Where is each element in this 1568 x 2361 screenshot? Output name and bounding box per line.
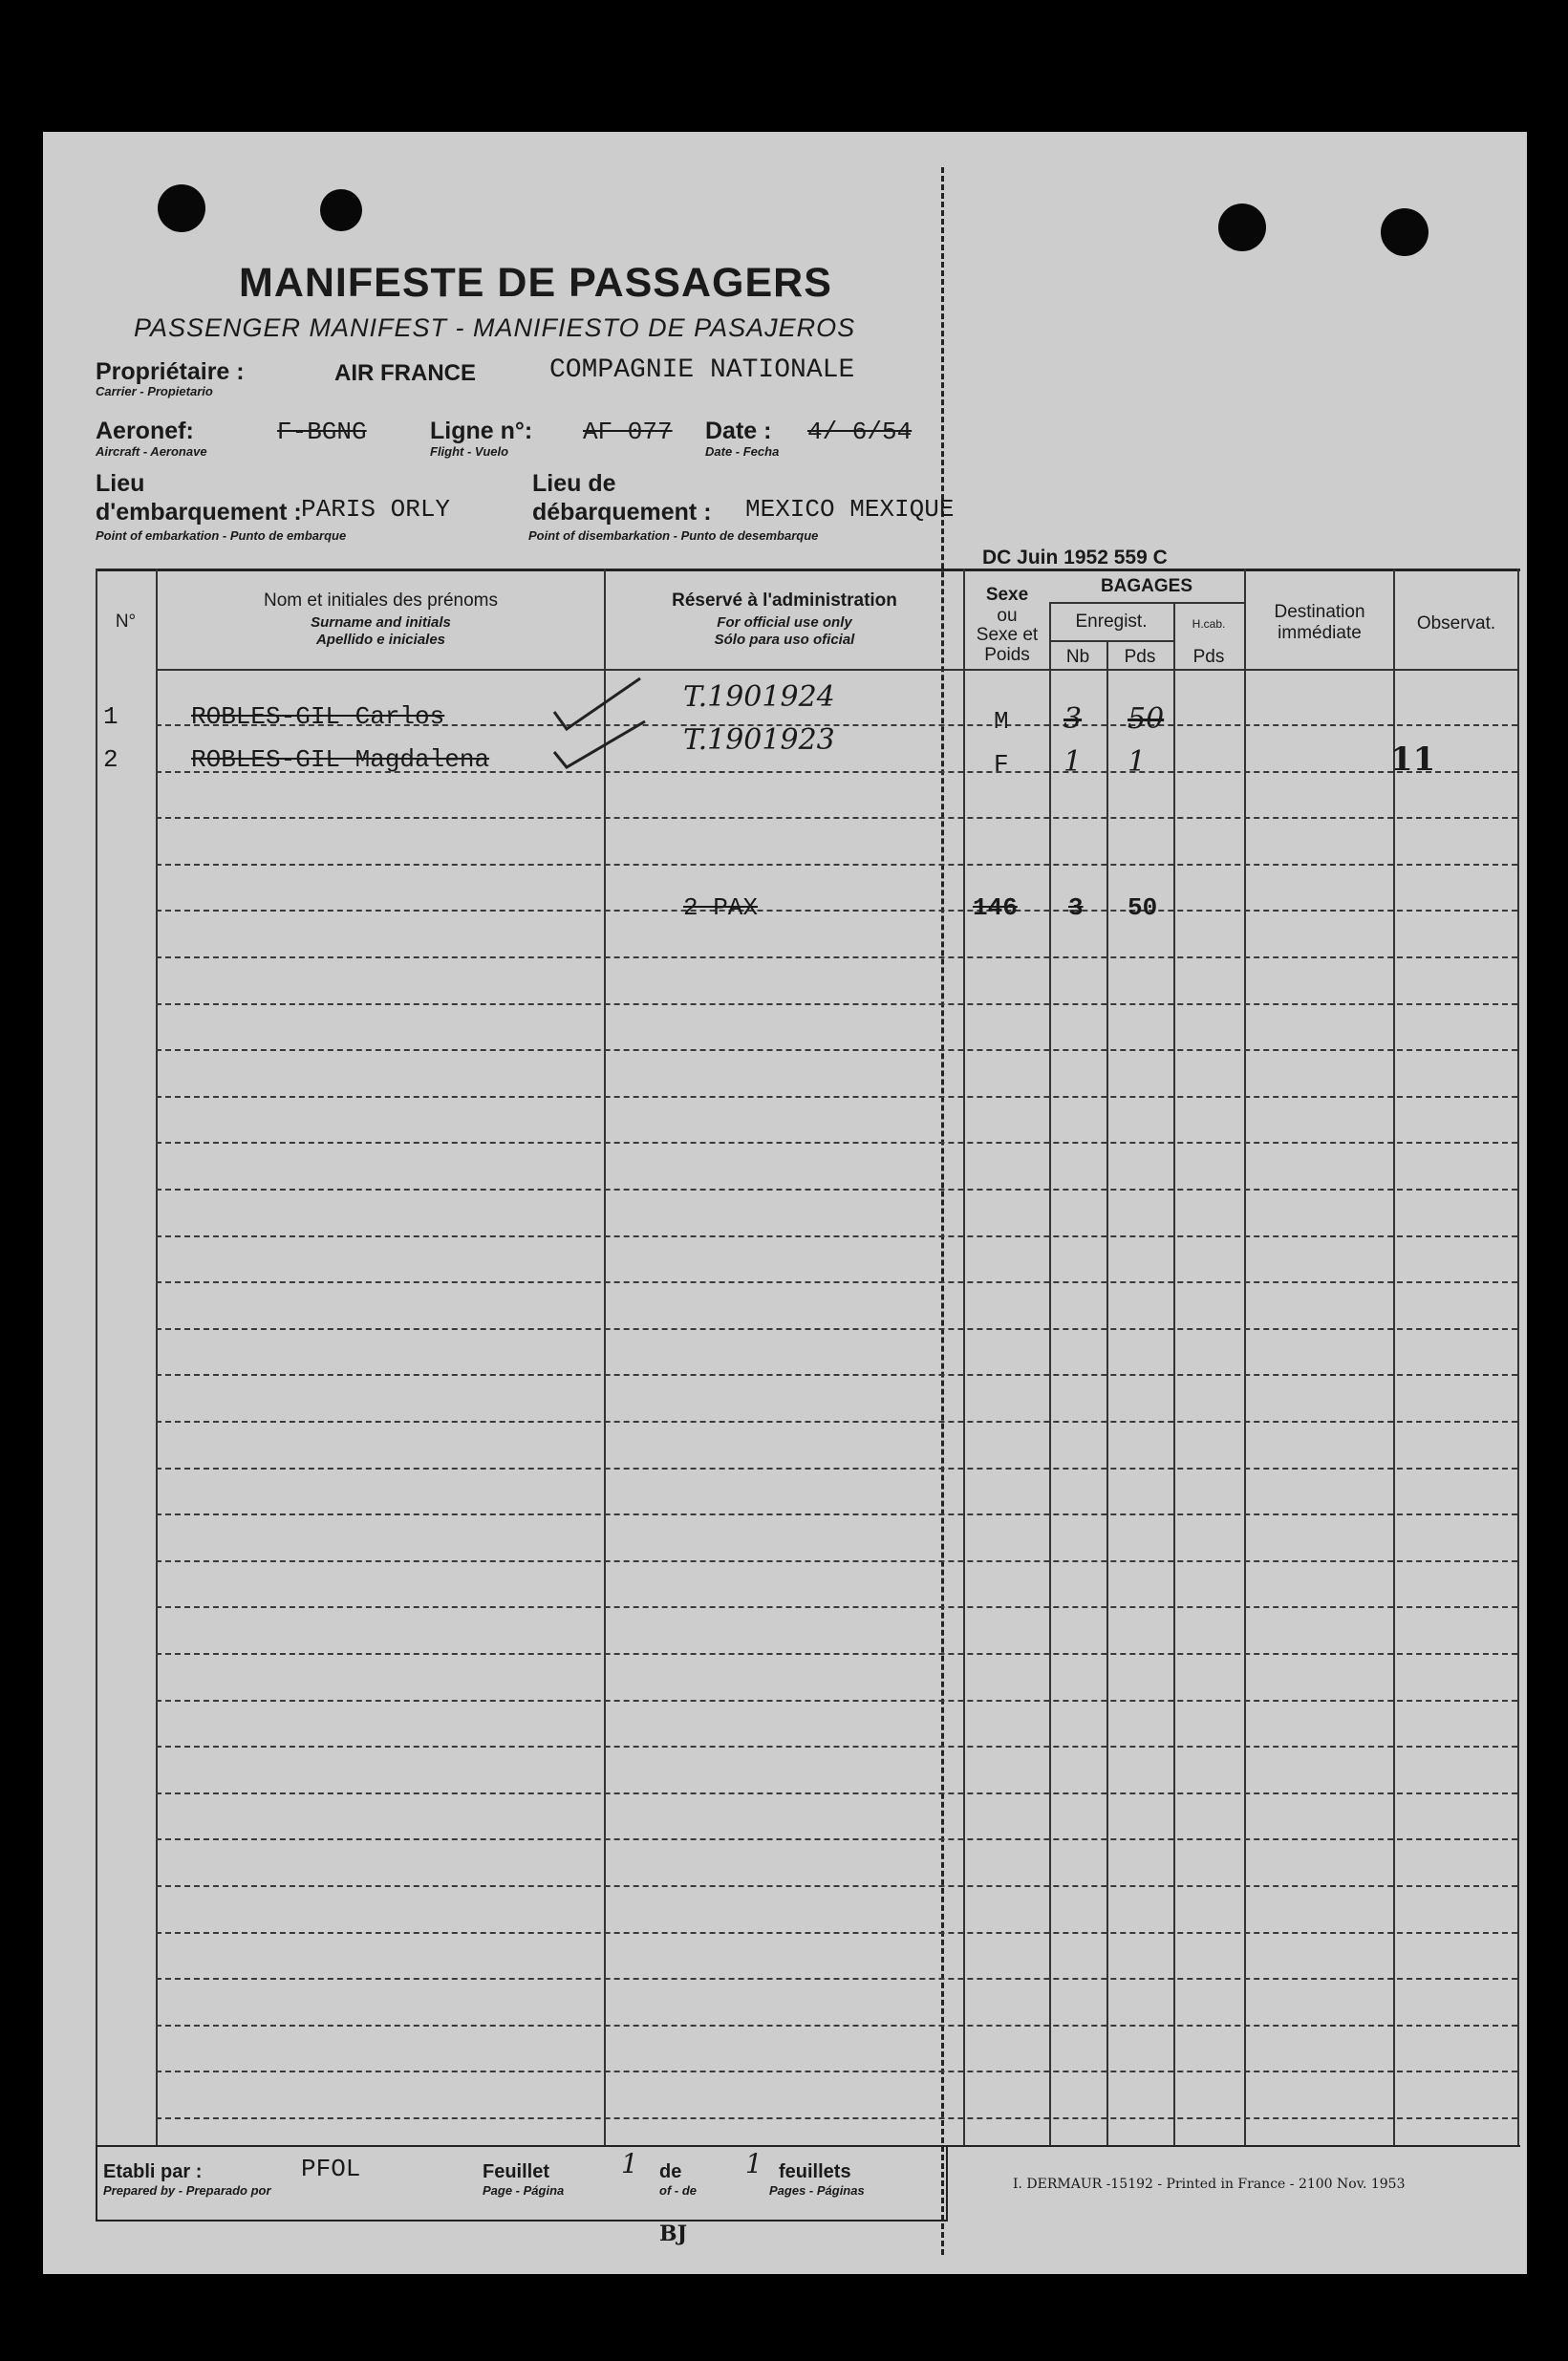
column-divider: [1106, 640, 1108, 2145]
embark-label-line1: Lieu: [96, 470, 145, 497]
row-1-number: 1: [103, 702, 118, 731]
row-1-pds: 50: [1128, 702, 1165, 736]
row-1-name: ROBLES-GIL Carlos: [191, 702, 445, 731]
col-header-admin-en: For official use only: [717, 614, 852, 631]
col-header-sex-4: Poids: [984, 645, 1030, 665]
disembark-label-line2: débarquement :: [532, 499, 712, 526]
date-sublabel: Date - Fecha: [705, 444, 780, 459]
row-2-number: 2: [103, 745, 118, 774]
col-header-no: N°: [115, 612, 137, 632]
table-right-border: [1517, 569, 1519, 2145]
row-rule: [156, 956, 1517, 958]
column-divider: [156, 569, 158, 2145]
row-1-nb: 3: [1063, 702, 1083, 736]
row-rule: [156, 1096, 1517, 1098]
punch-hole: [158, 184, 205, 232]
row-rule: [156, 1374, 1517, 1376]
row-1-sex: M: [994, 707, 1009, 736]
disembark-value: MEXICO MEXIQUE: [745, 495, 955, 524]
column-divider: [604, 569, 606, 2145]
of-sublabel: of - de: [659, 2183, 697, 2198]
embark-label-line2: d'embarquement :: [96, 499, 302, 526]
disembark-label-line1: Lieu de: [532, 470, 616, 497]
row-rule: [156, 1560, 1517, 1562]
sheets-sublabel: Pages - Páginas: [769, 2183, 865, 2198]
row-rule: [156, 1049, 1517, 1051]
punch-hole: [1381, 208, 1428, 256]
row-1-admin: T.1901924: [683, 680, 835, 714]
row-2-observation: 11: [1390, 740, 1436, 779]
row-rule: [156, 1700, 1517, 1702]
prepared-label: Etabli par :: [103, 2161, 203, 2182]
row-rule: [156, 1606, 1517, 1608]
table-top-border: [96, 569, 1520, 573]
row-rule: [156, 910, 1517, 912]
col-header-hcab: H.cab.: [1192, 617, 1226, 631]
owner-value: AIR FRANCE: [334, 360, 476, 386]
sheets-label: feuillets: [779, 2161, 851, 2182]
line-label: Ligne n°:: [430, 418, 533, 444]
total-bag-weight: 50: [1128, 893, 1158, 922]
row-rule: [156, 1142, 1517, 1144]
sheet-label: Feuillet: [483, 2161, 550, 2182]
owner-typed: COMPAGNIE NATIONALE: [549, 355, 855, 385]
row-rule: [156, 2025, 1517, 2027]
total-bag-count: 3: [1068, 893, 1084, 922]
row-rule: [156, 1281, 1517, 1283]
row-rule: [156, 1328, 1517, 1330]
sheet-total: 1: [745, 2148, 763, 2179]
line-sublabel: Flight - Vuelo: [430, 444, 509, 459]
punch-hole: [320, 189, 362, 231]
col-header-nb: Nb: [1065, 647, 1090, 667]
row-rule: [156, 1513, 1517, 1515]
col-header-destination: Destination: [1274, 602, 1365, 622]
bagages-divider: [1049, 602, 1244, 604]
table-left-border: [96, 569, 97, 2145]
row-2-pds: 1: [1128, 745, 1147, 779]
row-rule: [156, 1885, 1517, 1887]
row-rule: [156, 1746, 1517, 1748]
row-rule: [156, 1838, 1517, 1840]
embark-value: PARIS ORLY: [301, 495, 451, 524]
prepared-sublabel: Prepared by - Preparado por: [103, 2183, 271, 2198]
col-header-sex: Sexe: [985, 585, 1029, 605]
col-header-name-es: Apellido e iniciales: [315, 632, 446, 648]
col-header-pds: Pds: [1124, 647, 1156, 667]
row-2-name: ROBLES-GIL Magdalena: [191, 745, 490, 774]
row-2-admin: T.1901923: [683, 723, 835, 757]
col-header-observations: Observat.: [1416, 613, 1496, 633]
prepared-value: PFOL: [301, 2155, 361, 2183]
col-header-pds-2: Pds: [1192, 647, 1225, 667]
row-rule: [156, 1003, 1517, 1005]
manifest-sheet: [43, 132, 1527, 2274]
col-header-name: Nom et initiales des prénoms: [264, 590, 498, 611]
owner-label: Propriétaire :: [96, 358, 245, 385]
row-2-nb: 1: [1063, 745, 1083, 779]
col-header-sex-2: ou: [997, 606, 1018, 626]
col-header-name-en: Surname and initials: [311, 614, 451, 631]
disembark-sublabel: Point of disembarkation - Punto de desembarque: [528, 528, 819, 543]
aircraft-value: F-BGNG: [277, 418, 367, 446]
page-subtitle: PASSENGER MANIFEST - MANIFIESTO DE PASAJEROS: [134, 313, 856, 342]
aircraft-sublabel: Aircraft - Aeronave: [96, 444, 207, 459]
date-label: Date :: [705, 418, 772, 444]
row-rule: [156, 1468, 1517, 1470]
column-divider: [1393, 569, 1395, 2145]
printer-imprint: I. DERMAUR -15192 - Printed in France - 2100 Nov. 1953: [1013, 2177, 1406, 2192]
of-label: de: [659, 2161, 682, 2182]
column-divider: [1244, 569, 1246, 2145]
initials-stamp: BJ: [659, 2221, 688, 2246]
row-rule: [156, 817, 1517, 819]
row-rule: [156, 1421, 1517, 1423]
row-rule: [156, 864, 1517, 866]
row-rule: [156, 1653, 1517, 1655]
page-title: MANIFESTE DE PASSAGERS: [239, 260, 832, 306]
col-header-enregist: Enregist.: [1075, 612, 1148, 632]
row-rule: [156, 1189, 1517, 1191]
col-header-bagages: BAGAGES: [1100, 576, 1193, 596]
col-header-sex-3: Sexe et: [976, 625, 1039, 645]
enregist-divider: [1049, 640, 1173, 642]
embark-sublabel: Point of embarkation - Punto de embarque: [96, 528, 347, 543]
row-rule: [156, 2071, 1517, 2072]
date-value: 4/ 6/54: [807, 418, 913, 446]
perforation-line: [941, 167, 944, 2255]
column-divider: [963, 569, 965, 2145]
row-rule: [156, 1932, 1517, 1934]
owner-sublabel: Carrier - Propietario: [96, 384, 213, 398]
check-mark-icon: [549, 674, 664, 769]
header-bottom-border: [156, 669, 1517, 671]
col-header-destination-2: immédiate: [1278, 623, 1362, 643]
total-weight: 146: [973, 893, 1018, 922]
total-passengers: 2 PAX: [683, 893, 759, 922]
col-header-admin: Réservé à l'administration: [672, 590, 897, 611]
sheet-sublabel: Page - Página: [483, 2183, 565, 2198]
row-rule: [156, 1978, 1517, 1980]
row-rule: [156, 1235, 1517, 1237]
row-rule: [156, 1792, 1517, 1794]
aircraft-label: Aeronef:: [96, 418, 194, 444]
punch-hole: [1218, 204, 1266, 251]
form-code: DC Juin 1952 559 C: [982, 547, 1168, 569]
col-header-admin-es: Sólo para uso oficial: [714, 632, 855, 648]
sheet-number: 1: [621, 2148, 638, 2179]
row-2-sex: F: [994, 750, 1009, 779]
row-rule: [156, 2117, 1517, 2119]
line-value: AF 077: [583, 418, 673, 446]
